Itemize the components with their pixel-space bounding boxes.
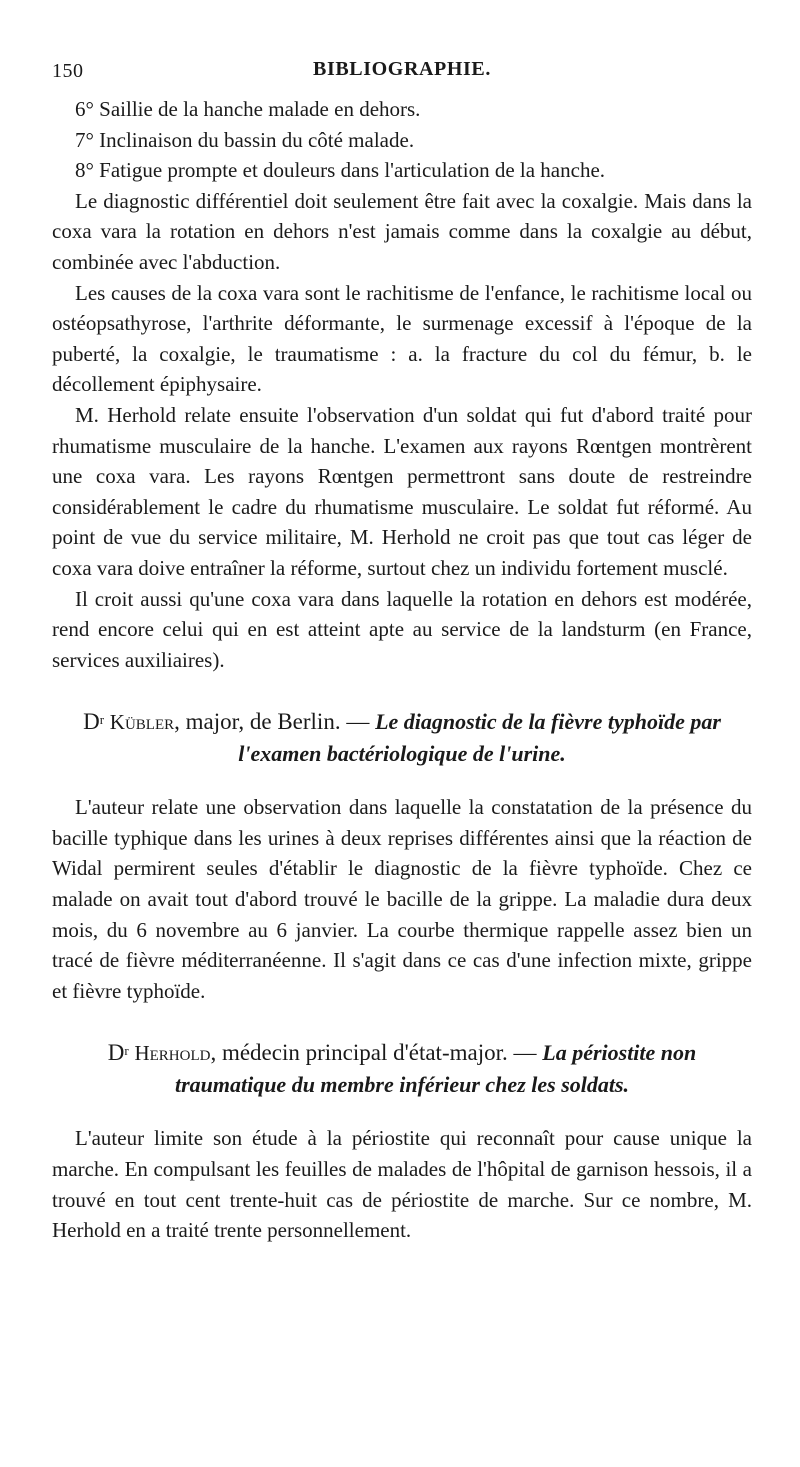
list-item: 7° Inclinaison du bassin du côté malade.: [75, 127, 415, 152]
list-item: 6° Saillie de la hanche malade en dehors.: [75, 97, 421, 121]
author-title-sup: r: [99, 712, 105, 728]
paragraph: Les causes de la coxa vara sont le rachitisme de l'enfance, le rachitisme local ou ostéopsathyrose, l'arthrite déformante, le surmenage excessif à l'époque de la puberté, la coxalgie, le traumatisme : a. la fracture du col du fémur, b. le décollement épiphysaire.: [52, 280, 752, 397]
author-name: Herhold: [134, 1041, 211, 1066]
section-body-herhold: [52, 1123, 752, 1245]
running-head: BIBLIOGRAPHIE.: [313, 58, 491, 80]
paragraph: Le diagnostic différentiel doit seulement être fait avec la coxalgie. Mais dans la coxa vara la rotation en dehors n'est jamais comme dans la coxalgie au début, combinée avec l'abduction.: [52, 188, 752, 274]
paragraph: Il croit aussi qu'une coxa vara dans laquelle la rotation en dehors est modérée, rend encore celui qui en est atteint apte au service de la landsturm (en France, services auxiliaires).: [52, 586, 752, 672]
list-item: 8° Fatigue prompte et douleurs dans l'articulation de la hanche.: [75, 158, 606, 183]
section-title-kubler: [52, 706, 752, 770]
page-header: [52, 58, 752, 94]
intro-block: [52, 94, 752, 675]
author-role: , major, de Berlin. —: [174, 709, 376, 735]
work-title: Le diagnostic de la fièvre typhoïde par l'examen bactériologique de l'urine.: [238, 709, 721, 767]
section-title-herhold: [52, 1037, 752, 1101]
author-title: D: [83, 709, 100, 735]
paragraph: L'auteur limite son étude à la périostite qui reconnaît pour cause unique la marche. En compulsant les feuilles de malades de l'hôpital de garnison hessois, il a trouvé en tout cent trente-huit cas de périostite de marche. Sur ce nombre, M. Herhold en a traité trente personnellement.: [52, 1126, 752, 1243]
page: [52, 58, 752, 1448]
author-title-sup: r: [124, 1043, 129, 1059]
paragraph: L'auteur relate une observation dans laquelle la constatation de la présence du bacille typhique dans les urines à deux reprises différentes ainsi que la réaction de Widal permirent seules d'établir le diagnostic de la fièvre typhoïde. Chez ce malade on avait tout d'abord trouvé le bacille de la grippe. La maladie dura deux mois, du 6 novembre au 6 janvier. La courbe thermique rappelle assez bien un tracé de fièvre méditerranéenne. Il s'agit dans ce cas d'une infection mixte, grippe et fièvre typhoïde.: [52, 795, 752, 1003]
work-title: La périostite non traumatique du membre inférieur chez les soldats.: [174, 1040, 697, 1098]
paragraph: M. Herhold relate ensuite l'observation d'un soldat qui fut d'abord traité pour rhumatisme musculaire de la hanche. L'examen aux rayons Rœntgen montrèrent une coxa vara. Les rayons Rœntgen permettront sans doute de restreindre considérablement le cadre du rhumatisme musculaire. Le soldat fut réformé. Au point de vue du service militaire, M. Herhold ne croit pas que tout cas léger de coxa vara doive entraîner la réforme, surtout chez un individu fortement musclé.: [52, 402, 752, 580]
author-name: Kübler: [109, 710, 175, 735]
author-title: D: [107, 1040, 125, 1066]
page-number: 150: [52, 60, 84, 82]
author-role: , médecin principal d'état-major. —: [210, 1040, 543, 1066]
section-body-kubler: [52, 792, 752, 1006]
